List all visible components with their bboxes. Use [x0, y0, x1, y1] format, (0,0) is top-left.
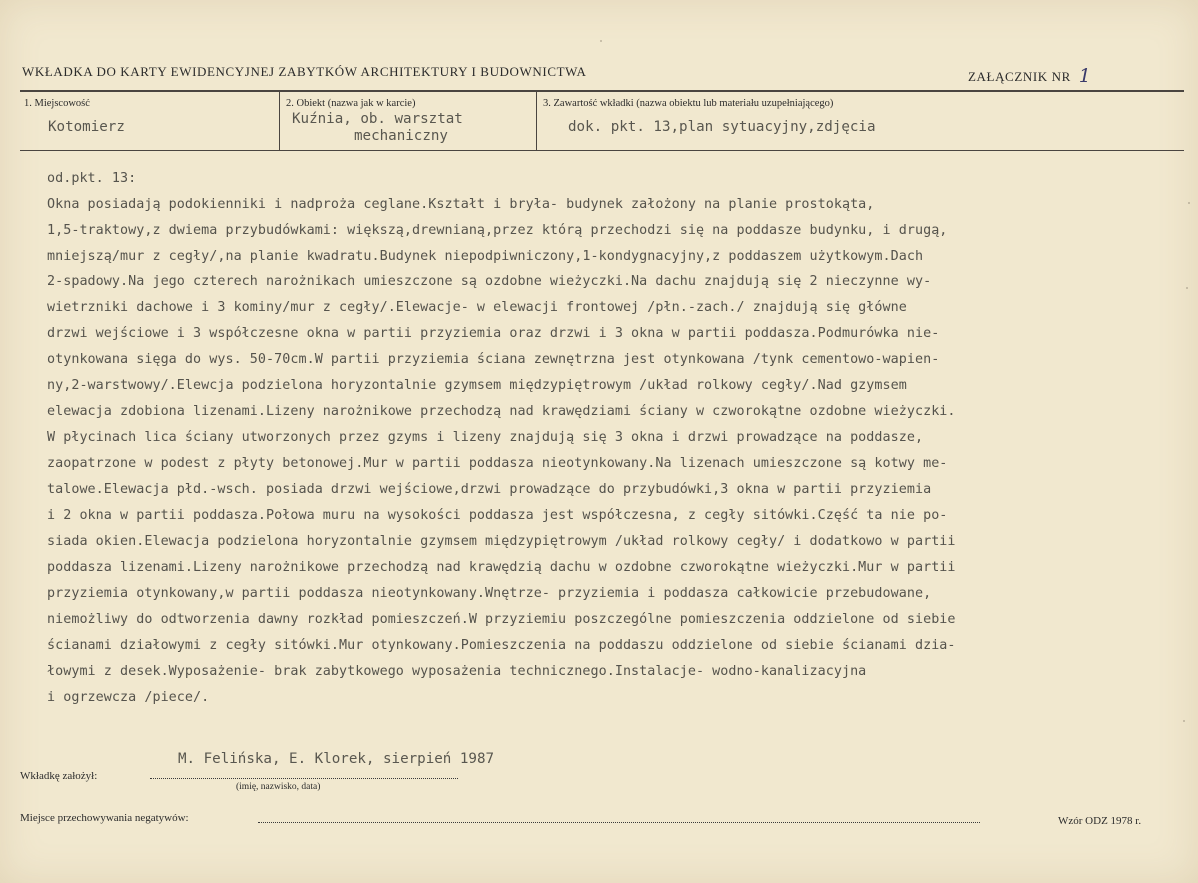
locality-value: Kotomierz [48, 119, 125, 135]
body-line: elewacja zdobiona lizenami.Lizeny narożnikowe przechodzą nad krawędziami ściany w czworokątne ozdobne wieżyczki. [47, 404, 956, 419]
body-line: ścianami działowymi z cegły sitówki.Mur otynkowany.Pomieszczenia na poddaszu oddzielone od siebie ścianami dzia- [47, 638, 956, 653]
body-line: otynkowana sięga do wys. 50-70cm.W partii przyziemia ściana zewnętrzna jest otynkowana /tynk cementowo-wapien- [47, 352, 940, 367]
object-value-line1: Kuźnia, ob. warsztat [292, 111, 463, 127]
object-label: 2. Obiekt (nazwa jak w karcie) [286, 98, 416, 109]
body-line: i 2 okna w partii poddasza.Połowa muru na wysokości poddasza jest współczesna, z cegły sitówki.Część ta nie po- [47, 508, 948, 523]
body-line: i ogrzewcza /piece/. [47, 690, 210, 705]
prepared-dotted-line [150, 778, 458, 779]
contents-label: 3. Zawartość wkładki (nazwa obiektu lub materiału uzupełniającego) [543, 98, 834, 109]
prepared-hint: (imię, nazwisko, data) [236, 782, 321, 792]
body-line: łowymi z desek.Wyposażenie- brak zabytkowego wyposażenia technicznego.Instalacje- wodno-kanalizacyjna [47, 664, 867, 679]
body-line: niemożliwy do odtworzenia dawny rozkład pomieszczeń.W przyziemiu poszczególne pomieszczenia oddzielone od siebie [47, 612, 956, 627]
annex-number: 1 [1078, 65, 1092, 87]
negatives-dotted-line [258, 822, 980, 823]
body-line: mniejszą/mur z cegły/,na planie kwadratu.Budynek niepodpiwniczony,1-kondygnacyjny,z poddaszem użytkowym.Dach [47, 249, 924, 264]
top-rule [20, 90, 1184, 92]
body-line: drzwi wejściowe i 3 współczesne okna w partii przyziemia oraz drzwi i 3 okna w partii poddasza.Podmurówka nie- [47, 326, 940, 341]
negatives-label: Miejsce przechowywania negatywów: [20, 812, 189, 824]
body-line: 1,5-traktowy,z dwiema przybudówkami: większą,drewnianą,przez którą przechodzi się na poddasze budynku, i drugą, [47, 223, 948, 238]
contents-value: dok. pkt. 13,plan sytuacyjny,zdjęcia [568, 119, 876, 135]
body-line: siada okien.Elewacja podzielona horyzontalnie gzymsem międzypiętrowym /układ rolkowy cegły/ i dodatkowo w partii [47, 534, 956, 549]
form-id: Wzór ODZ 1978 r. [1058, 815, 1142, 827]
object-value-line2: mechaniczny [354, 128, 448, 144]
body-line: zaopatrzone w podest z płyty betonowej.Mur w partii poddasza nieotynkowany.Na lizenach umieszczone są kotwy me- [47, 456, 948, 471]
field-divider-2 [536, 91, 537, 151]
form-title: WKŁADKA DO KARTY EWIDENCYJNEJ ZABYTKÓW ARCHITEKTURY I BUDOWNICTWA [22, 64, 587, 79]
scan-speck [1186, 287, 1188, 289]
body-line: W płycinach lica ściany utworzonych przez gzyms i lizeny znajdują się 3 okna i drzwi prowadzące na poddasze, [47, 430, 924, 445]
body-line: talowe.Elewacja płd.-wsch. posiada drzwi wejściowe,drzwi prowadzące do przybudówki,3 okna w partii przyziemia [47, 482, 932, 497]
body-line: przyziemia otynkowany,w partii poddasza nieotynkowany.Wnętrze- przyziemia i poddasza całkowicie przebudowane, [47, 586, 932, 601]
prepared-value: M. Felińska, E. Klorek, sierpień 1987 [178, 751, 495, 767]
scan-speck [1188, 202, 1190, 204]
annex-label [968, 64, 1091, 86]
field-divider-1 [279, 91, 280, 151]
scan-speck [1183, 720, 1185, 722]
fields-bottom-rule [20, 150, 1184, 151]
body-line: Okna posiadają podokienniki i nadproża ceglane.Kształt i bryła- budynek założony na planie prostokąta, [47, 197, 875, 212]
locality-label: 1. Miejscowość [24, 98, 90, 109]
scan-speck [600, 40, 602, 42]
body-line: ny,2-warstwowy/.Elewcja podzielona horyzontalnie gzymsem międzypiętrowym /układ rolkowy cegły/.Nad gzymsem [47, 378, 907, 393]
annex-label-text: ZAŁĄCZNIK NR [968, 69, 1071, 84]
body-line: poddasza lizenami.Lizeny narożnikowe przechodzą nad krawędzią dachu w ozdobne czworokątne wieżyczki.Mur w partii [47, 560, 956, 575]
body-line: 2-spadowy.Na jego czterech narożnikach umieszczone są ozdobne wieżyczki.Na dachu znajdują się 2 nieczynne wy- [47, 274, 932, 289]
prepared-label: Wkładkę założył: [20, 770, 98, 782]
body-line: wietrzniki dachowe i 3 kominy/mur z cegły/.Elewacje- w elewacji frontowej /płn.-zach./ znajdują się główne [47, 300, 907, 315]
body-line: od.pkt. 13: [47, 171, 137, 186]
